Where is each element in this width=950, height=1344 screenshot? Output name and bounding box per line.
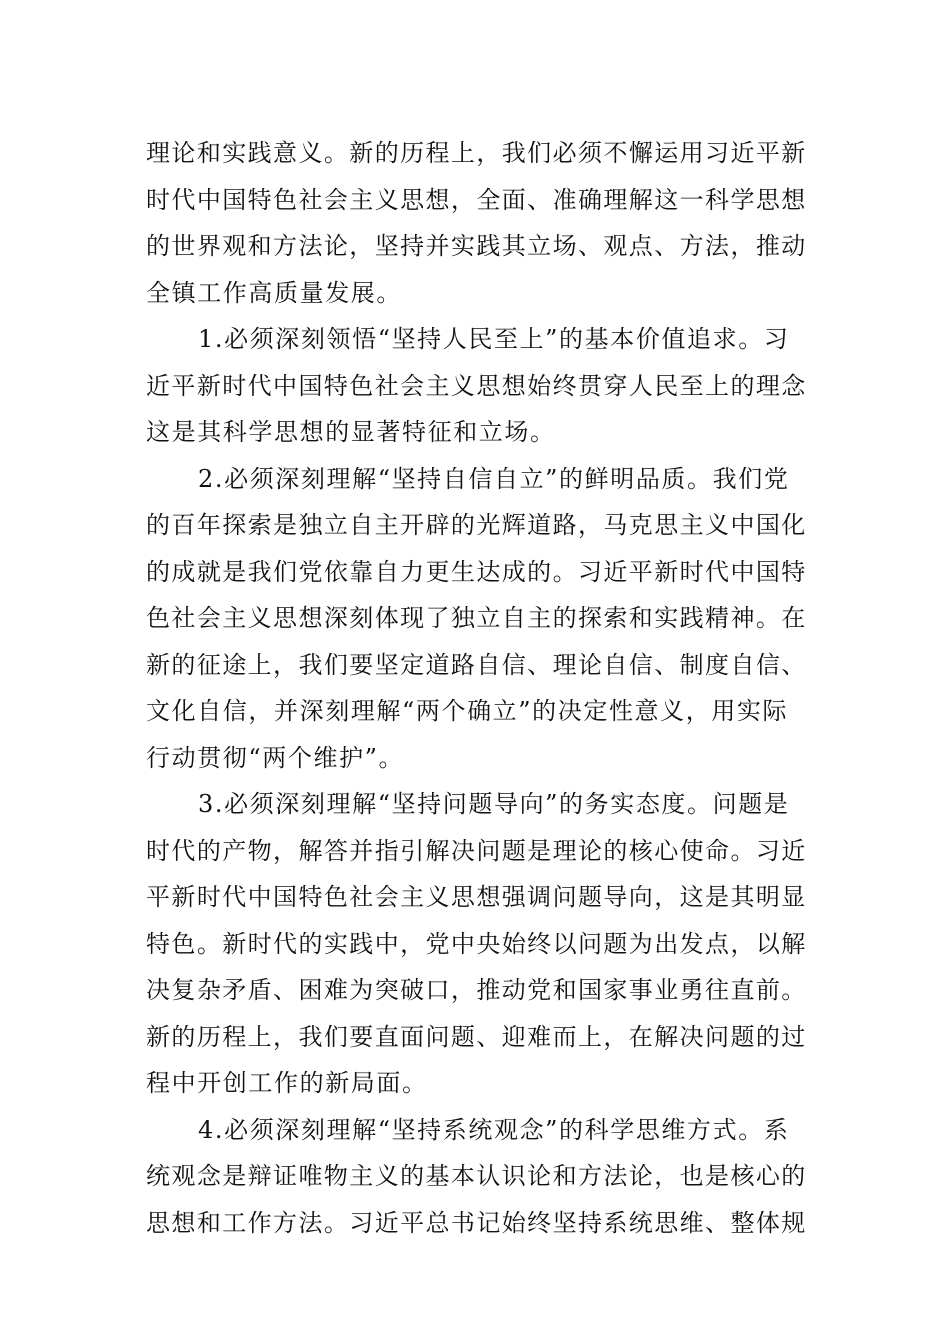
- text-line: 色社会主义思想深刻体现了独立自主的探索和实践精神。在: [146, 604, 807, 632]
- document-body: [146, 130, 808, 1246]
- text-line: 这是其科学思想的显著特征和立场。: [146, 418, 556, 446]
- paragraph-2: [146, 316, 808, 456]
- text-line: 新的征途上，我们要坚定道路自信、理论自信、制度自信、: [146, 650, 807, 679]
- text-line: 的百年探索是独立自主开辟的光辉道路，马克思主义中国化: [146, 511, 807, 539]
- paragraph-5: [146, 1107, 808, 1247]
- text-line: 全镇工作高质量发展。: [146, 278, 402, 307]
- text-line: 近平新时代中国特色社会主义思想始终贯穿人民至上的理念: [146, 371, 807, 400]
- text-line: 时代中国特色社会主义思想，全面、准确理解这一科学思想: [146, 185, 807, 214]
- text-line: 的成就是我们党依靠自力更生达成的。习近平新时代中国特: [146, 557, 807, 586]
- paragraph-1: [146, 130, 808, 316]
- text-line: 平新时代中国特色社会主义思想强调问题导向，这是其明显: [146, 883, 807, 911]
- paragraph-3: [146, 456, 808, 782]
- text-line: 行动贯彻“两个维护”。: [146, 743, 405, 772]
- text-line: 程中开创工作的新局面。: [146, 1069, 428, 1097]
- text-line: 时代的产物，解答并指引解决问题是理论的核心使命。习近: [146, 836, 807, 865]
- text-line: 4.必须深刻理解“坚持系统观念”的科学思维方式。系: [198, 1115, 790, 1144]
- text-line: 决复杂矛盾、困难为突破口，推动党和国家事业勇往直前。: [146, 976, 807, 1004]
- text-line: 文化自信，并深刻理解“两个确立”的决定性意义，用实际: [146, 697, 789, 725]
- text-line: 统观念是辩证唯物主义的基本认识论和方法论，也是核心的: [146, 1162, 807, 1190]
- text-line: 特色。新时代的实践中，党中央始终以问题为出发点，以解: [146, 929, 807, 958]
- text-line: 新的历程上，我们要直面问题、迎难而上，在解决问题的过: [146, 1022, 807, 1051]
- text-line: 思想和工作方法。习近平总书记始终坚持系统思维、整体规: [146, 1208, 807, 1237]
- text-line: 的世界观和方法论，坚持并实践其立场、观点、方法，推动: [146, 232, 807, 260]
- text-line: 1.必须深刻领悟“坚持人民至上”的基本价值追求。习: [198, 325, 790, 353]
- paragraph-4: [146, 781, 808, 1107]
- text-line: 3.必须深刻理解“坚持问题导向”的务实态度。问题是: [198, 790, 790, 818]
- text-line: 2.必须深刻理解“坚持自信自立”的鲜明品质。我们党: [198, 464, 790, 493]
- text-line: 理论和实践意义。新的历程上，我们必须不懈运用习近平新: [146, 139, 807, 167]
